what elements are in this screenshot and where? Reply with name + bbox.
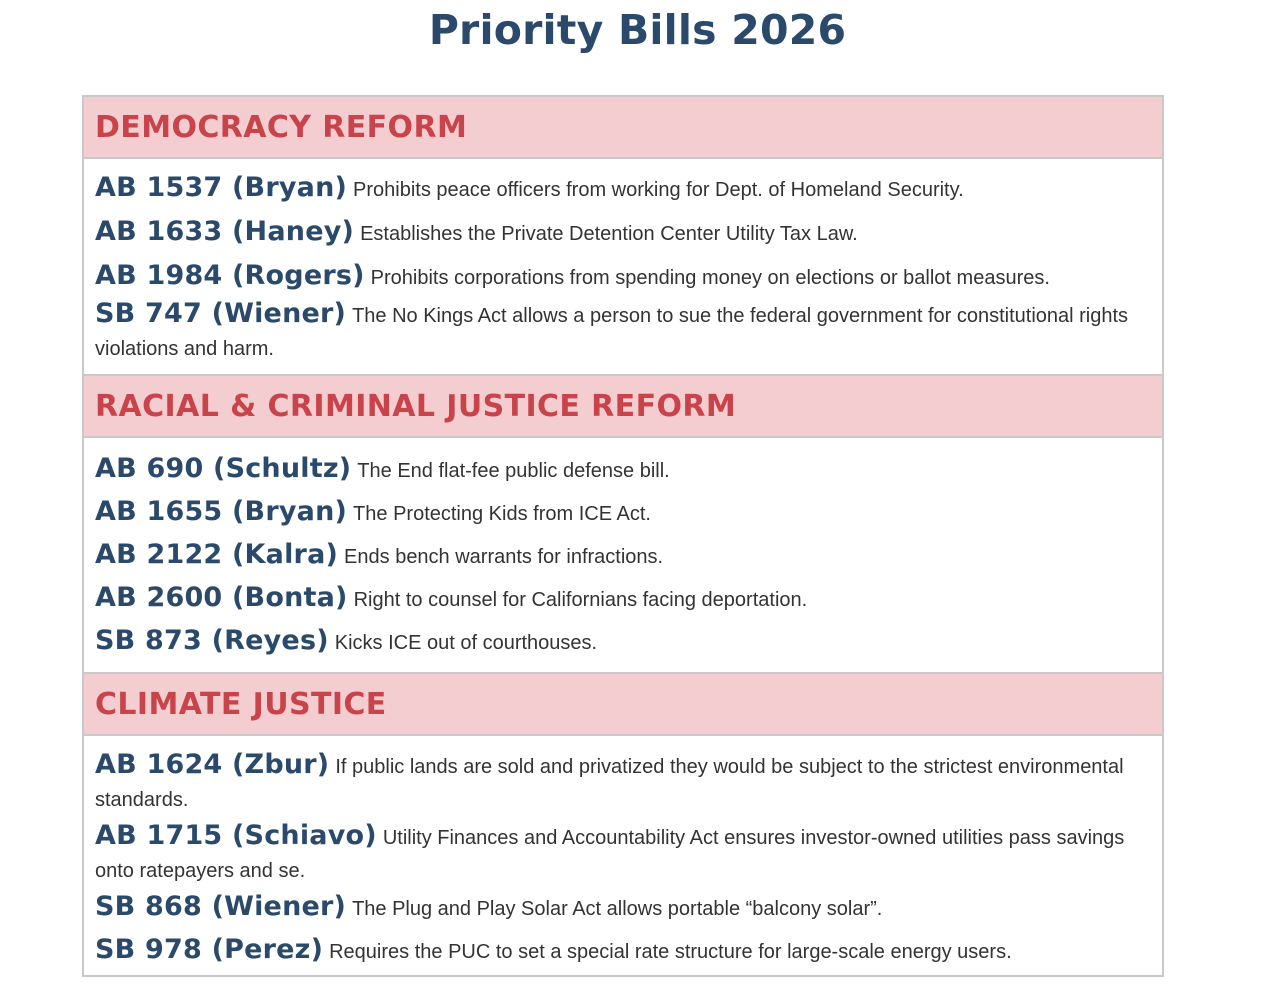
section-body-racial-criminal-justice-reform	[84, 438, 1162, 674]
bill-description: Kicks ICE out of courthouses.	[334, 632, 598, 654]
bill-id: AB 2122 (Kalra)	[95, 539, 339, 570]
bill-description: Prohibits corporations from spending money on elections or ballot measures.	[370, 267, 1050, 289]
bill-item	[95, 624, 1151, 660]
bill-id: AB 1537 (Bryan)	[95, 172, 348, 203]
bill-item	[95, 819, 1151, 888]
bill-id: AB 1715 (Schiavo)	[95, 820, 377, 851]
bill-id: AB 1624 (Zbur)	[95, 749, 330, 780]
bill-id: AB 1633 (Haney)	[95, 216, 355, 247]
bill-item	[95, 495, 1151, 531]
page-title: Priority Bills 2026	[428, 6, 847, 54]
section-header-climate-justice: CLIMATE JUSTICE	[84, 674, 1162, 736]
bill-item	[95, 452, 1151, 488]
bill-description: The Plug and Play Solar Act allows portable “balcony solar”.	[352, 898, 883, 920]
bill-item	[95, 171, 1151, 207]
bill-item	[95, 748, 1151, 817]
section-header-racial-criminal-justice-reform: RACIAL & CRIMINAL JUSTICE REFORM	[84, 376, 1162, 438]
section-body-democracy-reform	[84, 159, 1162, 376]
bill-description: If public lands are sold and privatized they would be subject to the strictest environmental standards.	[95, 756, 1124, 811]
bill-description: The End flat-fee public defense bill.	[357, 460, 670, 482]
bill-id: SB 868 (Wiener)	[95, 891, 347, 922]
bill-description: Utility Finances and Accountability Act ensures investor-owned utilities pass savings onto ratepayers and se.	[95, 827, 1125, 882]
bill-item	[95, 933, 1151, 969]
priority-bills-table	[82, 95, 1164, 977]
bill-item	[95, 890, 1151, 926]
bill-item	[95, 259, 1151, 295]
bill-description: The Protecting Kids from ICE Act.	[353, 503, 651, 525]
bill-item	[95, 215, 1151, 251]
bill-description: The No Kings Act allows a person to sue the federal government for constitutional rights violations and harm.	[95, 305, 1129, 360]
bill-id: AB 1655 (Bryan)	[95, 496, 348, 527]
bill-description: Requires the PUC to set a special rate structure for large-scale energy users.	[329, 941, 1012, 963]
bill-description: Prohibits peace officers from working for Dept. of Homeland Security.	[353, 179, 964, 201]
bill-item	[95, 538, 1151, 574]
bill-id: SB 873 (Reyes)	[95, 625, 329, 656]
bill-description: Right to counsel for Californians facing deportation.	[353, 589, 808, 611]
bill-item	[95, 297, 1151, 366]
bill-id: AB 690 (Schultz)	[95, 453, 352, 484]
bill-item	[95, 581, 1151, 617]
bill-id: AB 1984 (Rogers)	[95, 260, 365, 291]
section-body-climate-justice	[84, 736, 1162, 975]
section-header-democracy-reform: DEMOCRACY REFORM	[84, 97, 1162, 159]
bill-id: SB 747 (Wiener)	[95, 298, 347, 329]
bill-id: AB 2600 (Bonta)	[95, 582, 348, 613]
bill-description: Ends bench warrants for infractions.	[344, 546, 664, 568]
bill-id: SB 978 (Perez)	[95, 934, 324, 965]
bill-description: Establishes the Private Detention Center Utility Tax Law.	[360, 223, 858, 245]
